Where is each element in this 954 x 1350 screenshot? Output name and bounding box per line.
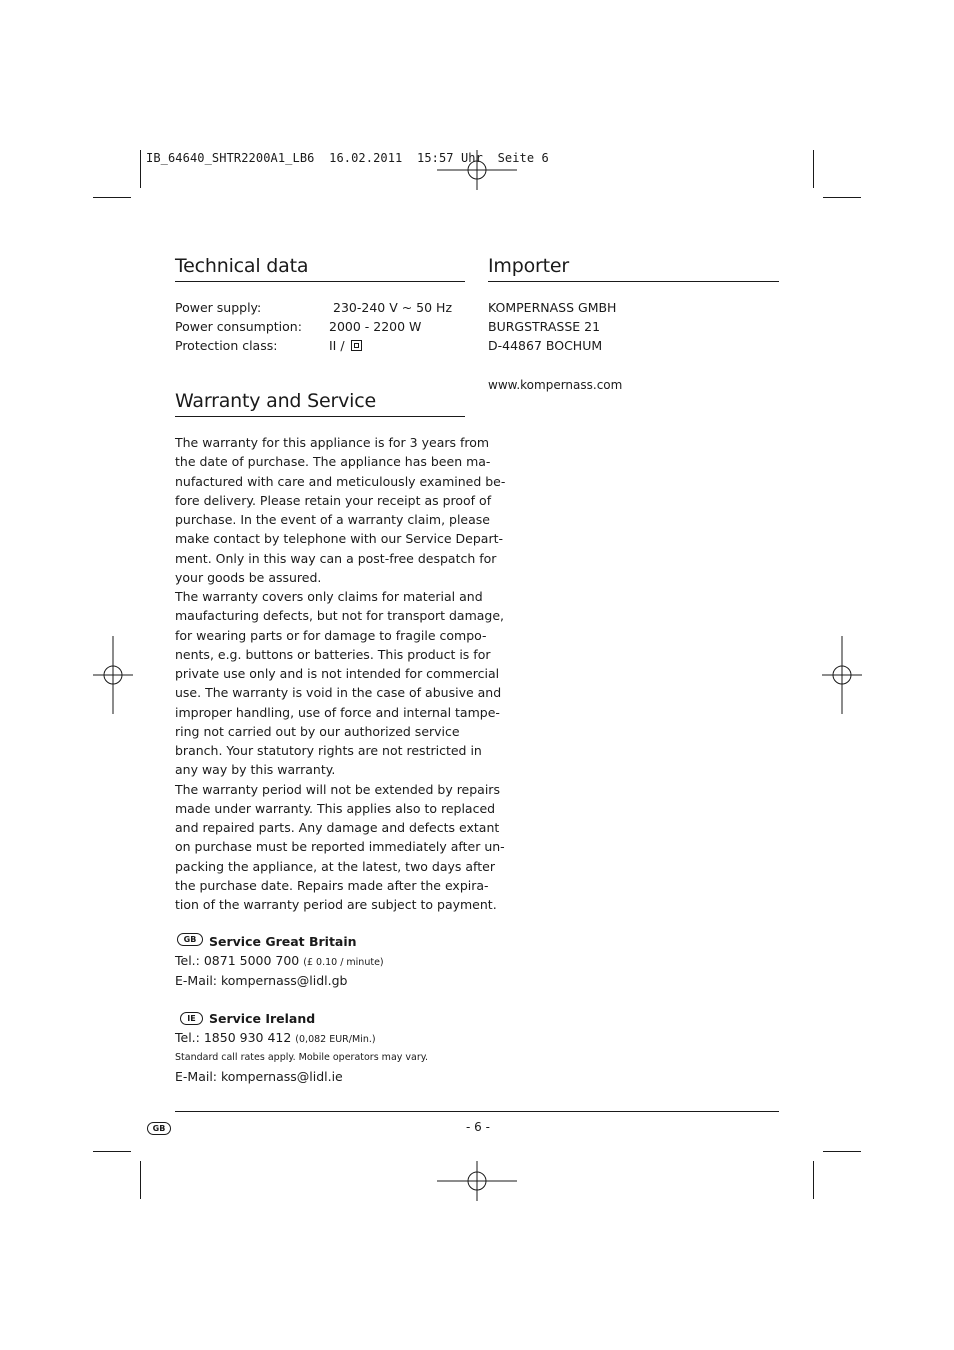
warranty-line: make contact by telephone with our Service Depart- (175, 531, 504, 547)
spec-value-wrap (329, 338, 362, 353)
double-insulation-icon (351, 340, 362, 351)
warranty-line: the purchase date. Repairs made after the expira- (175, 877, 489, 893)
warranty-line: and repaired parts. Any damage and defects extant (175, 820, 500, 835)
registration-mark-icon (93, 636, 133, 714)
warranty-line: branch. Your statutory rights are not restricted in (175, 743, 482, 758)
crop-mark (93, 197, 131, 198)
registration-mark-icon (822, 636, 862, 714)
service-ie-tel: Tel.: 1850 930 412 (175, 1030, 292, 1045)
crop-mark (140, 150, 141, 188)
warranty-line: made under warranty. This applies also to replaced (175, 800, 496, 816)
crop-mark (140, 1161, 141, 1199)
country-badge-ie: IE (180, 1012, 203, 1025)
crop-mark (813, 150, 814, 188)
spec-value: 2000 - 2200 W (329, 319, 422, 334)
warranty-line: improper handling, use of force and internal tampe- (175, 704, 500, 720)
heading-rule (175, 416, 465, 417)
spec-value: 230-240 V ~ 50 Hz (333, 300, 453, 315)
service-ie-note: Standard call rates apply. Mobile operators may vary. (175, 1052, 429, 1063)
service-gb-email: E-Mail: kompernass@lidl.gb (175, 973, 348, 988)
warranty-line: ment. Only in this way can a post-free despatch for (175, 550, 497, 566)
service-ie-phone (175, 1030, 376, 1045)
importer-heading: Importer (488, 255, 569, 277)
warranty-line: purchase. In the event of a warranty claim, please (175, 512, 490, 527)
service-gb-rate: (£ 0.10 / minute) (303, 957, 384, 968)
importer-address-line: BURGSTRASSE 21 (488, 319, 601, 334)
heading-rule (175, 281, 465, 282)
warranty-line: The warranty covers only claims for material and (175, 589, 483, 604)
service-gb-tel: Tel.: 0871 5000 700 (175, 953, 300, 968)
warranty-line: on purchase must be reported immediately after un- (175, 839, 505, 855)
crop-mark (823, 1151, 861, 1152)
spec-label: Power supply: (175, 300, 262, 315)
registration-mark-icon (437, 1161, 517, 1201)
warranty-line: any way by this warranty. (175, 762, 336, 778)
warranty-line: The warranty period will not be extended by repairs (175, 781, 500, 797)
warranty-line: for wearing parts or for damage to fragile compo- (175, 627, 487, 643)
service-gb-title: Service Great Britain (209, 934, 357, 949)
warranty-line: nents, e.g. buttons or batteries. This product is for (175, 646, 491, 662)
spec-label: Protection class: (175, 338, 278, 353)
warranty-line: the date of purchase. The appliance has been ma- (175, 454, 491, 470)
importer-address-line: D-44867 BOCHUM (488, 338, 603, 353)
importer-address-line: KOMPERNASS GMBH (488, 300, 617, 315)
service-gb-phone (175, 953, 384, 968)
heading-rule (488, 281, 779, 282)
warranty-line: use. The warranty is void in the case of abusive and (175, 685, 502, 701)
crop-mark (813, 1161, 814, 1199)
footer-country-badge: GB (147, 1122, 171, 1135)
warranty-line: nufactured with care and meticulously examined be- (175, 473, 506, 489)
page-number: - 6 - (466, 1120, 490, 1134)
warranty-line: your goods be assured. (175, 569, 322, 585)
warranty-text (175, 433, 506, 914)
spec-label: Power consumption: (175, 319, 302, 334)
footer-rule (175, 1111, 779, 1112)
warranty-line: maufacturing defects, but not for transport damage, (175, 608, 505, 624)
print-slug-line: IB_64640_SHTR2200A1_LB6 16.02.2011 15:57 Uhr Seite 6 (146, 151, 549, 165)
importer-website: www.kompernass.com (488, 378, 623, 392)
service-ie-email: E-Mail: kompernass@lidl.ie (175, 1069, 343, 1084)
country-badge-gb: GB (177, 933, 203, 946)
technical-data-heading: Technical data (175, 255, 309, 277)
warranty-line: tion of the warranty period are subject to payment. (175, 897, 497, 912)
warranty-line: packing the appliance, at the latest, two days after (175, 858, 495, 874)
warranty-line: ring not carried out by our authorized service (175, 723, 460, 739)
crop-mark (823, 197, 861, 198)
service-ie-title: Service Ireland (209, 1011, 316, 1026)
warranty-line: fore delivery. Please retain your receipt as proof of (175, 492, 492, 508)
warranty-line: The warranty for this appliance is for 3 years from (175, 435, 490, 450)
warranty-heading: Warranty and Service (175, 390, 376, 412)
crop-mark (93, 1151, 131, 1152)
service-ie-rate: (0,082 EUR/Min.) (295, 1034, 376, 1045)
spec-value: II / (329, 338, 345, 353)
warranty-line: private use only and is not intended for commercial (175, 666, 500, 681)
